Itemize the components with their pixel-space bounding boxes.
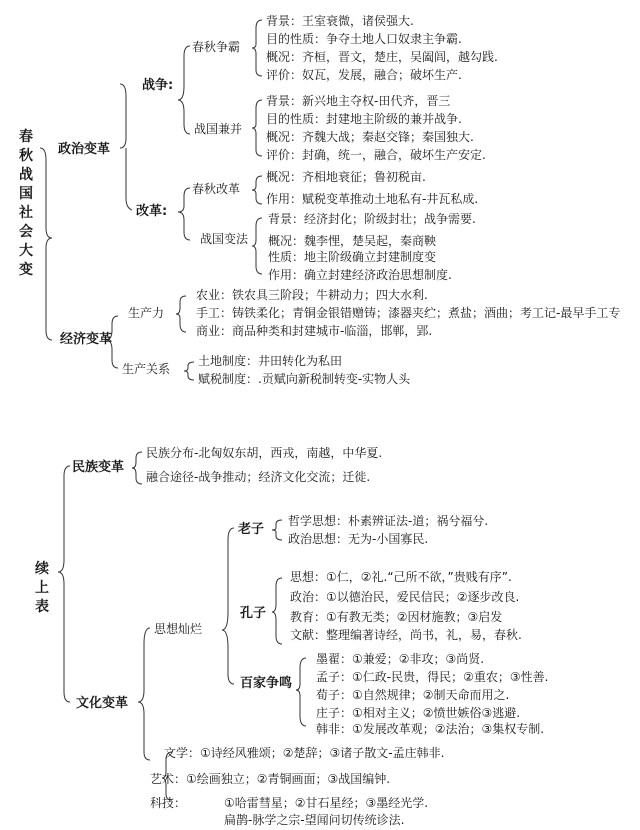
node-ethnic-change: 民族变革 <box>72 460 125 475</box>
item: 民族分布-北匈奴东胡，西戎，南越，中华夏. <box>146 446 383 460</box>
item: 文献：整理编著诗经，尚书，礼，易，春秋. <box>290 628 522 642</box>
node-technology: 科技： <box>150 796 187 810</box>
item: 农业：铁农具三阶段；牛耕动力；四大水利. <box>196 288 428 302</box>
item-literature: 文学：①诗经风雅颂；②楚辞；③诸子散文-孟庄韩非. <box>164 746 445 760</box>
item: 背景：王室衰微，诸侯强大. <box>266 14 414 28</box>
item: 概况：齐魏大战；秦赵交锋；秦国独大. <box>266 130 474 144</box>
node-laozi: 老子 <box>238 522 265 537</box>
node-thought: 思想灿烂 <box>154 622 203 636</box>
node-culture-change: 文化变革 <box>76 696 129 711</box>
item: 融合途径-战争推动；经济文化交流；迁徙. <box>146 470 371 484</box>
item: 作用：赋税变革推动土地私有-井瓦私成. <box>266 192 479 206</box>
node-zhanguo-reform: 战国变法 <box>200 232 249 246</box>
item: 土地制度：井田转化为私田 <box>198 354 343 368</box>
node-zhanguo-merger: 战国兼并 <box>194 122 243 136</box>
node-productivity: 生产力 <box>128 306 165 320</box>
node-hundred-schools: 百家争鸣 <box>240 676 293 691</box>
item-art: 艺术：①绘画独立；②青铜画面；③战国编钟. <box>150 772 391 786</box>
item: 概况：魏李悝，楚吴起，秦商鞅 <box>268 234 437 248</box>
item: 作用：确立封建经济政治思想制度. <box>268 268 452 282</box>
node-chunqiu-reform: 春秋改革 <box>192 182 241 196</box>
item: 哲学思想：朴素辨证法-道；祸兮福兮. <box>288 514 489 528</box>
item: 目的性质：封建地主阶级的兼并战争. <box>266 112 462 126</box>
item: 背景：经济封化；阶级封壮；战争需要. <box>268 212 476 226</box>
item: 概况：齐相地衰征；鲁初税亩. <box>266 170 426 184</box>
node-war: 战争: <box>142 78 174 93</box>
node-politics: 政治变革 <box>58 142 111 157</box>
item: 庄子：①相对主义；②愤世嫉俗③逃避. <box>316 706 521 720</box>
item: 评价：奴瓦，发展，融合；破坏生产. <box>266 68 462 82</box>
item: 手工：铸铁柔化；青铜金银错赠铸；漆器夹纻；煮盐；酒曲；考工记-最早手工专 <box>196 306 621 320</box>
item: 墨翟：①兼爱；②非攻；③尚贤. <box>316 652 485 666</box>
item: 性质：地主阶级确立封建制度变 <box>268 250 437 264</box>
item: 政治：①以德治民，爱民信民；②逐步改良. <box>290 590 520 604</box>
item: ①哈雷彗星；②甘石星经；③墨经光学. <box>224 796 429 810</box>
item: 扁鹊-脉学之宗-望闻问切传统诊法. <box>224 813 405 827</box>
item: 目的性质：争夺土地人口奴隶主争霸. <box>266 32 462 46</box>
title-continued: 续 上 表 <box>35 561 49 615</box>
item: 评价：封确，统一，融合，破坏生产安定. <box>266 148 486 162</box>
item: 韩非：①发展改革观；②法治；③集权专制. <box>316 722 545 736</box>
item: 概况：齐桓，晋文，楚庄，吴阖闾，越勾践. <box>266 50 498 64</box>
node-kongzi: 孔子 <box>240 606 267 621</box>
item: 背景：新兴地主夺权-田代齐，晋三 <box>266 94 451 108</box>
node-reform: 改革: <box>136 204 168 219</box>
item: 赋税制度：.贡赋向新税制转变-实物人头 <box>198 372 411 386</box>
node-economy: 经济变革 <box>60 332 113 347</box>
item: 商业：商品种类和封建城市-临淄，邯郸，郢. <box>196 324 433 338</box>
node-production-relations: 生产关系 <box>122 362 171 376</box>
title-chunqiu-zhanguo: 春 秋 战 国 社 会 大 变 <box>19 129 33 278</box>
item: 孟子：①仁政-民贵，得民；②重农；③性善. <box>316 670 549 684</box>
item: 思想：①仁，②礼.“己所不欲，”贵贱有序”. <box>290 570 512 584</box>
node-chunqiu-hegemony: 春秋争霸 <box>192 40 241 54</box>
item: 政治思想：无为-小国寡民. <box>288 532 429 546</box>
item: 荀子：①自然规律；②制天命而用之. <box>316 688 510 702</box>
item: 教育：①有教无类；②因材施教；③启发 <box>290 610 503 624</box>
